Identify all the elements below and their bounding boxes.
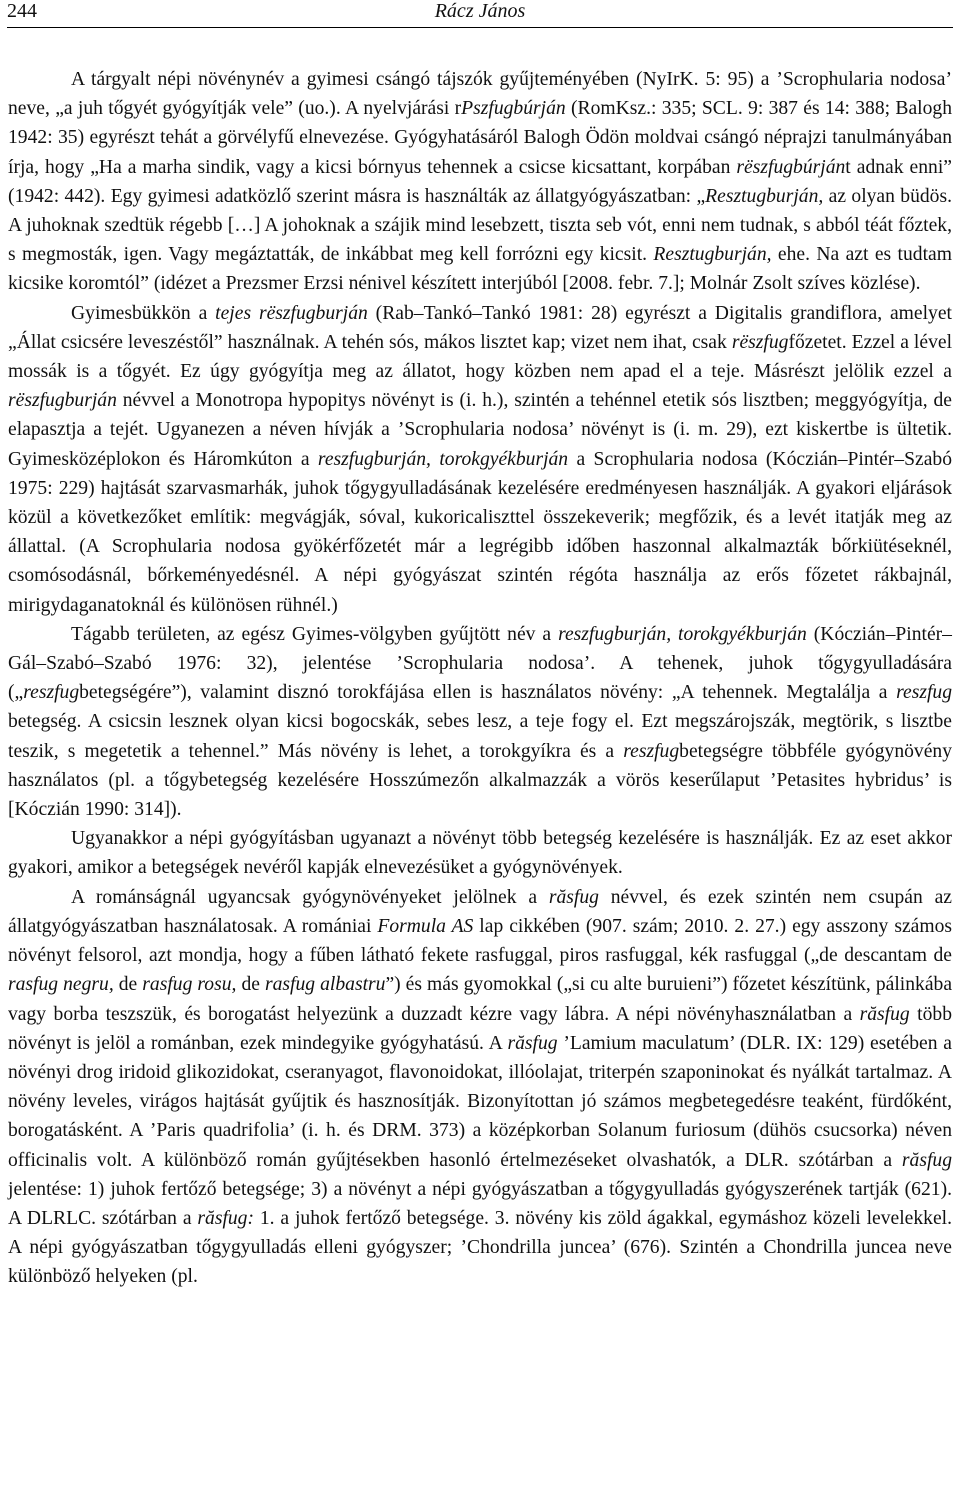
italic-term: rëszfug [731, 331, 789, 353]
text-run: főzetet. Ezzel a lével mossák is a tőgyét. Ez úgy gyógyítja meg az állatot, hogy közben nem apad el a teje. Másrészt jelölik ezzel a [8, 331, 953, 383]
italic-term: răsfug: [197, 1207, 255, 1229]
running-head-author: Rácz János [434, 0, 526, 22]
text-run: (RomKsz.: 335; SCL. 9: 387 és 14: 388; Balogh 1942: 35) egyrészt tehát a görvélyfű elnevezése. Gyógyhatásáról Balogh Ödön moldvai csángó néprajzi tanulmányában írja, hogy „Ha a marha sindik, vagy a kicsi bórnyus tehennek a csicse kicsattant, korpában [8, 98, 953, 178]
text-run: több növényt is jelöl a románban, ezek mindegyike gyógyhatású. A [8, 1003, 953, 1054]
italic-term: răsfug [901, 1149, 952, 1171]
text-run: de [236, 974, 265, 996]
text-run: Tágabb területen, az egész Gyimes-völgyben gyűjtött név a [71, 623, 559, 645]
italic-term: rasfug albastru [265, 974, 386, 996]
italic-term: Formula AS [377, 915, 474, 937]
italic-term: rasfug rosu, [142, 974, 237, 996]
text-run: betegségre többféle gyógynövény használatos (pl. a tőgybetegség kezelésére Hosszúmezőn alkalmazzák a vörös keserűlaput ’Petasites hybridus’ is [Kóczián 1990: 314]). [8, 740, 953, 821]
italic-term: Pszfugbúrján [461, 98, 566, 120]
text-run: névvel, és ezek szintén nem csupán az állatgyógyászatban használatosak. A romániai [8, 886, 952, 937]
italic-term: rëszfugbúrján [736, 156, 846, 178]
italic-term: reszfug [623, 740, 680, 762]
text-run: névvel a Monotropa hypopitys növényt is (i. h.), szintén a tehénnel etetik sós lisztben; meggyógyítja, de elapasztja a tejét. Ugyanezen a néven hívják a ’Scrophularia nodosa’ növényt is (i. m. 29), ezt kiskertbe is ültetik. Gyimesközéplokon és Háromkúton a [8, 390, 952, 470]
text-run: (Rab–Tankó–Tankó 1981: 28) egyrészt a Digitalis grandiflora, amelyet „Állat csicsére leveszéstől” használnak. A tehén sós, mákos lisztet kap; vizet nem ihat, csak [8, 302, 952, 353]
text-run: jelentése: 1) juhok fertőző betegsége; 3) a növényt a népi gyógyászatban a tőgygyulladás gyógyszerének tartják (621). A DLRLC. szótárban a [8, 1178, 952, 1229]
text-run: ”) és más gyomokkal („si cu alte buruieni”) főzetet készítünk, pálinkába vagy borba teszszük, és borogatást helyezünk a duzzadt kézre vagy lábra. A népi növényhasználatban a [8, 974, 953, 1025]
italic-term: Resztugburján, [705, 185, 824, 207]
italic-term: răsfug [859, 1003, 910, 1025]
text-run: 1. a juhok fertőző betegsége. 3. növény kis zöld ágakkal, egymáshoz közeli levelekkel. A népi gyógyászatban tőgygyulladás elleni gyógyszer; ’Chondrilla juncea’ (676). Szintén a Chondrilla juncea neve különböző helyeken (pl. [8, 1207, 952, 1288]
text-run: lap cikkében (907. szám; 2010. 2. 27.) egy asszony számos növényt felsorol, azt mondja, hogy a fűben látható fekete rasfuggal, piros rasfuggal, kék rasfuggal („de descantam de [8, 915, 953, 967]
text-run: ehe. Na azt es tudtam kicsike koromtól” (idézet a Prezsmer Erzsi nénivel készített interjúból [2008. febr. 7.]; Molnár Zsolt szíves közlése). [8, 244, 952, 295]
paragraph [8, 883, 952, 1292]
italic-term: răsfug [548, 886, 599, 908]
italic-term: tejes rëszfugburján [215, 302, 368, 324]
italic-term: reszfugburján, torokgyékburján [317, 448, 569, 470]
text-run: (Kóczián–Pintér–Gál–Szabó–Szabó 1976: 32), jelentése ’Scrophularia nodosa’. A tehenek, juhok tőgygyulladására („ [8, 623, 952, 704]
italic-term: reszfug [23, 682, 80, 704]
text-run: az olyan büdös. A juhoknak szedtük régebb […] A johoknak a szájik mind lesebzett, tiszta seb vót, enni nem tudnak, s abból téát főztek, s megmosták, igen. Vagy megáztatták, de inkábbat meg kell forrózni egy kicsit. [8, 185, 952, 266]
text-run: a Scrophularia nodosa (Kóczián–Pintér–Szabó 1975: 229) hajtását szarvasmarhák, juhok tőgygyulladásának kezelésére eredményesen használják. A gyakori eljárások közül a következőket említik: megvágják, sóval, kukoricaliszttel összekeverik; megfőzik, és a levét itatják meg az állattal. (A Scrophularia nodosa gyökérfőzetét már a legrégibb időben haszonnal alkalmazták bőrkiütéseknél, csomósodásnál, bőrkeményedésnél. A népi gyógyászat szintén régóta használja az erős főzetet rákbajnál, mirigydaganatoknál és különösen rühnél.) [8, 448, 952, 616]
paragraph [8, 824, 952, 882]
italic-term: rasfug negru, [8, 974, 114, 996]
italic-term: reszfugburján, torokgyékburján [558, 623, 807, 645]
text-run: A románságnál ugyancsak gyógynövényeket jelölnek a [71, 886, 549, 908]
text-run: t adnak enni” (1942: 442). Egy gyimesi adatközlő szerint másra is használták az állatgyógyászatban: „ [8, 156, 952, 207]
paragraph [8, 65, 952, 299]
italic-term: răsfug [507, 1032, 558, 1054]
text-run: de [113, 974, 143, 996]
italic-term: rëszfugburján [8, 390, 117, 412]
page-number: 244 [7, 0, 37, 22]
paragraph [8, 620, 952, 824]
italic-term: Resztugburján, [653, 244, 772, 266]
italic-term: reszfug [896, 682, 952, 704]
text-run: A tárgyalt népi növénynév a gyimesi csángó tájszók gyűjteményében (NyIrK. 5: 95) a ’Scrophularia nodosa’ neve, „a juh tőgyét gyógyítják vele” (uo.). A nyelvjárási r [8, 69, 952, 120]
text-run: Ugyanakkor a népi gyógyításban ugyanazt a növényt több betegség kezelésére is használják. Ez az eset akkor gyakori, amikor a betegségek nevéről kapják elnevezésüket a gyógynövények. [8, 828, 952, 879]
text-run: betegségére”), valamint disznó torokfájása ellen is használatos növény: „A tehennek. Megtalálja a [79, 682, 897, 704]
body-text [8, 65, 952, 1292]
text-run: Gyimesbükkön a [71, 302, 216, 324]
page-header [7, 0, 953, 28]
text-run: betegség. A csicsin lesznek olyan kicsi bogocskák, sebes lesz, a teje fogy el. Ezt megszárojszák, megtörik, s lisztbe teszik, s megetetik a tehennel.” Más növény is lehet, a torokgyíkra és a [8, 711, 952, 762]
paragraph [8, 299, 952, 620]
text-run: ’Lamium maculatum’ (DLR. IX: 129) esetében a növényi drog iridoid glikozidokat, cseranyagot, flavonoidokat, illóolajat, triterpén szaponinokat és nyálkát tartalmaz. A növény leveles, virágos hajtását gyűjtik és hasznosítják. Bizonyítottan jó számos megbetegedésre teaként, fürdőként, borogatásként. A ’Paris quadrifolia’ (i. h. és DRM. 373) a középkorban Solanum furiosum (dühös csucsorka) néven officinalis volt. A különböző román gyűjtésekben hasonló értelmezéseket olvashatók, a DLR. szótárban a [8, 1032, 952, 1171]
